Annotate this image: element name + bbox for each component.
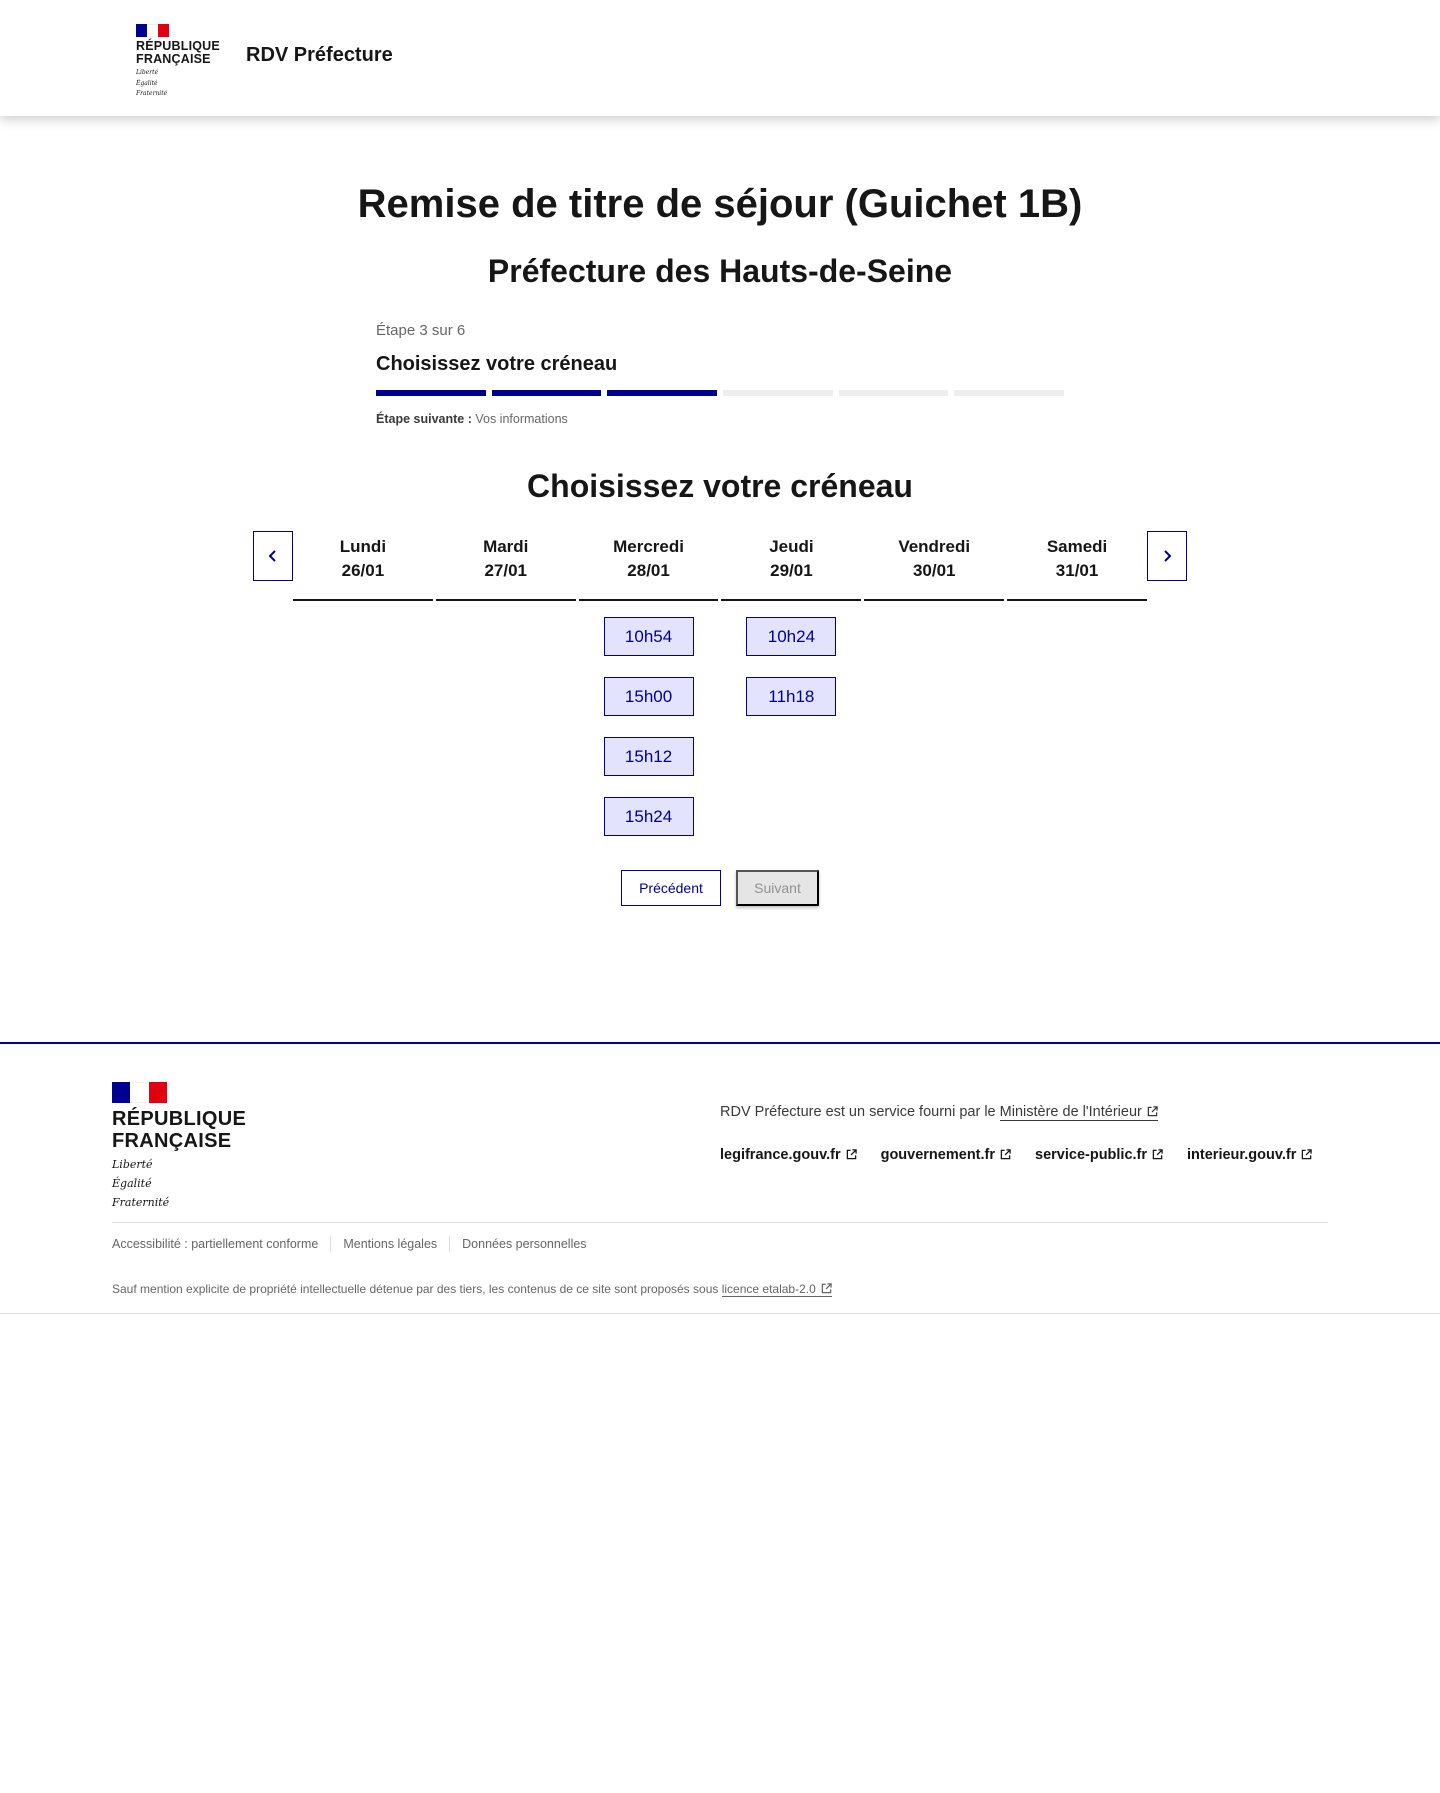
day-header bbox=[293, 531, 433, 601]
time-slot-button[interactable]: 15h12 bbox=[604, 737, 694, 776]
day-date: 31/01 bbox=[1055, 561, 1099, 580]
footer-logo-text-line-2: FRANÇAISE bbox=[112, 1130, 232, 1152]
provided-text: RDV Préfecture est un service fourni par le bbox=[720, 1104, 996, 1120]
gov-link-label: interieur.gouv.fr bbox=[1187, 1147, 1297, 1163]
day-name: Lundi bbox=[339, 537, 387, 556]
gov-link[interactable] bbox=[881, 1147, 1011, 1163]
site-footer bbox=[0, 1042, 1440, 1314]
step-bar bbox=[954, 390, 1064, 396]
license-link[interactable] bbox=[722, 1282, 832, 1297]
day-header bbox=[1007, 531, 1147, 601]
step-title: Choisissez votre créneau bbox=[376, 353, 618, 375]
motto-line-2: Égalité bbox=[136, 79, 158, 87]
day-column bbox=[579, 531, 719, 836]
footer-bottom-link[interactable]: Données personnelles bbox=[449, 1236, 598, 1252]
external-link-icon bbox=[1152, 1149, 1163, 1160]
step-bar bbox=[492, 390, 602, 396]
day-header bbox=[579, 531, 719, 601]
day-date: 30/01 bbox=[912, 561, 956, 580]
day-header bbox=[436, 531, 576, 601]
license-link-label: licence etalab-2.0 bbox=[721, 1282, 816, 1296]
step-bar bbox=[607, 390, 717, 396]
gov-link-label: gouvernement.fr bbox=[880, 1147, 996, 1163]
site-header bbox=[0, 0, 1440, 116]
day-column bbox=[1007, 531, 1147, 836]
gov-link[interactable] bbox=[1035, 1147, 1163, 1163]
page-subtitle: Préfecture des Hauts-de-Seine bbox=[487, 253, 953, 289]
previous-button[interactable]: Précédent bbox=[621, 870, 721, 906]
footer-bottom-link[interactable]: Mentions légales bbox=[330, 1236, 449, 1252]
footer-motto-line-2: Égalité bbox=[112, 1177, 152, 1190]
day-date: 27/01 bbox=[484, 561, 528, 580]
license-notice bbox=[112, 1282, 832, 1296]
day-column bbox=[293, 531, 433, 836]
republique-francaise-logo[interactable] bbox=[136, 24, 226, 98]
service-name[interactable]: RDV Préfecture bbox=[246, 44, 393, 66]
next-step bbox=[376, 412, 1064, 426]
footer-logo-text-line-1: RÉPUBLIQUE bbox=[112, 1108, 247, 1130]
day-date: 28/01 bbox=[627, 561, 670, 580]
form-actions bbox=[621, 870, 819, 906]
gov-link-label: legifrance.gouv.fr bbox=[720, 1147, 841, 1163]
step-progress-bars bbox=[376, 390, 1064, 396]
footer-divider bbox=[112, 1222, 1328, 1223]
footer-bottom-links bbox=[112, 1236, 599, 1252]
gov-links bbox=[720, 1147, 1312, 1163]
slot-calendar bbox=[253, 531, 1187, 826]
external-link-icon bbox=[1147, 1106, 1158, 1117]
ministere-link[interactable] bbox=[1000, 1104, 1158, 1121]
time-slot-button[interactable]: 10h24 bbox=[746, 617, 836, 656]
footer-motto-line-1: Liberté bbox=[112, 1158, 153, 1171]
motto-line-1: Liberté bbox=[136, 69, 159, 76]
day-name: Samedi bbox=[1046, 537, 1108, 556]
logo-text-line-1: RÉPUBLIQUE bbox=[136, 39, 220, 53]
step-bar bbox=[376, 390, 486, 396]
calendar-title: Choisissez votre créneau bbox=[527, 468, 913, 504]
logo-text-line-2: FRANÇAISE bbox=[136, 52, 211, 66]
stepper bbox=[376, 322, 1064, 426]
next-button[interactable]: Suivant bbox=[736, 870, 819, 906]
footer-bottom-link[interactable]: Accessibilité : partiellement conforme bbox=[112, 1237, 319, 1251]
day-name: Vendredi bbox=[898, 537, 971, 556]
day-date: 26/01 bbox=[341, 561, 385, 580]
next-step-label: Étape suivante : bbox=[376, 412, 472, 426]
french-flag-icon bbox=[136, 24, 169, 37]
slot-list bbox=[579, 617, 719, 836]
step-bar bbox=[723, 390, 833, 396]
next-week-button[interactable] bbox=[1147, 531, 1187, 581]
day-header bbox=[721, 531, 861, 601]
time-slot-button[interactable]: 15h24 bbox=[604, 797, 694, 836]
chevron-left-icon bbox=[267, 549, 279, 563]
day-name: Jeudi bbox=[769, 537, 814, 556]
gov-link[interactable] bbox=[720, 1147, 857, 1163]
time-slot-button[interactable]: 15h00 bbox=[604, 677, 694, 716]
motto-line-3: Fraternité bbox=[136, 90, 168, 97]
day-column bbox=[436, 531, 576, 836]
days-row bbox=[293, 531, 1147, 836]
footer-motto-line-3: Fraternité bbox=[112, 1196, 170, 1209]
license-text: Sauf mention explicite de propriété intellectuelle détenue par des tiers, les contenus de ce site sont proposés sous bbox=[112, 1282, 719, 1296]
french-flag-icon bbox=[112, 1082, 167, 1103]
next-step-value: Vos informations bbox=[475, 412, 568, 426]
step-bar bbox=[839, 390, 949, 396]
time-slot-button[interactable]: 10h54 bbox=[604, 617, 694, 656]
day-header bbox=[864, 531, 1004, 601]
gov-link[interactable] bbox=[1187, 1147, 1312, 1163]
chevron-right-icon bbox=[1161, 549, 1173, 563]
footer-republique-francaise-logo[interactable] bbox=[112, 1082, 272, 1209]
day-name: Mercredi bbox=[613, 537, 684, 556]
external-link-icon bbox=[1000, 1149, 1011, 1160]
external-link-icon bbox=[1301, 1149, 1312, 1160]
previous-week-button[interactable] bbox=[253, 531, 293, 581]
external-link-icon bbox=[821, 1283, 832, 1294]
ministere-link-label: Ministère de l'Intérieur bbox=[999, 1104, 1142, 1120]
day-name: Mardi bbox=[483, 537, 529, 556]
provided-by bbox=[720, 1104, 1158, 1120]
time-slot-button[interactable]: 11h18 bbox=[746, 677, 836, 716]
step-count: Étape 3 sur 6 bbox=[376, 322, 466, 339]
external-link-icon bbox=[846, 1149, 857, 1160]
slot-list bbox=[721, 617, 861, 716]
page-title: Remise de titre de séjour (Guichet 1B) bbox=[357, 182, 1083, 226]
day-column bbox=[721, 531, 861, 836]
day-date: 29/01 bbox=[770, 561, 813, 580]
day-column bbox=[864, 531, 1004, 836]
gov-link-label: service-public.fr bbox=[1035, 1147, 1148, 1163]
